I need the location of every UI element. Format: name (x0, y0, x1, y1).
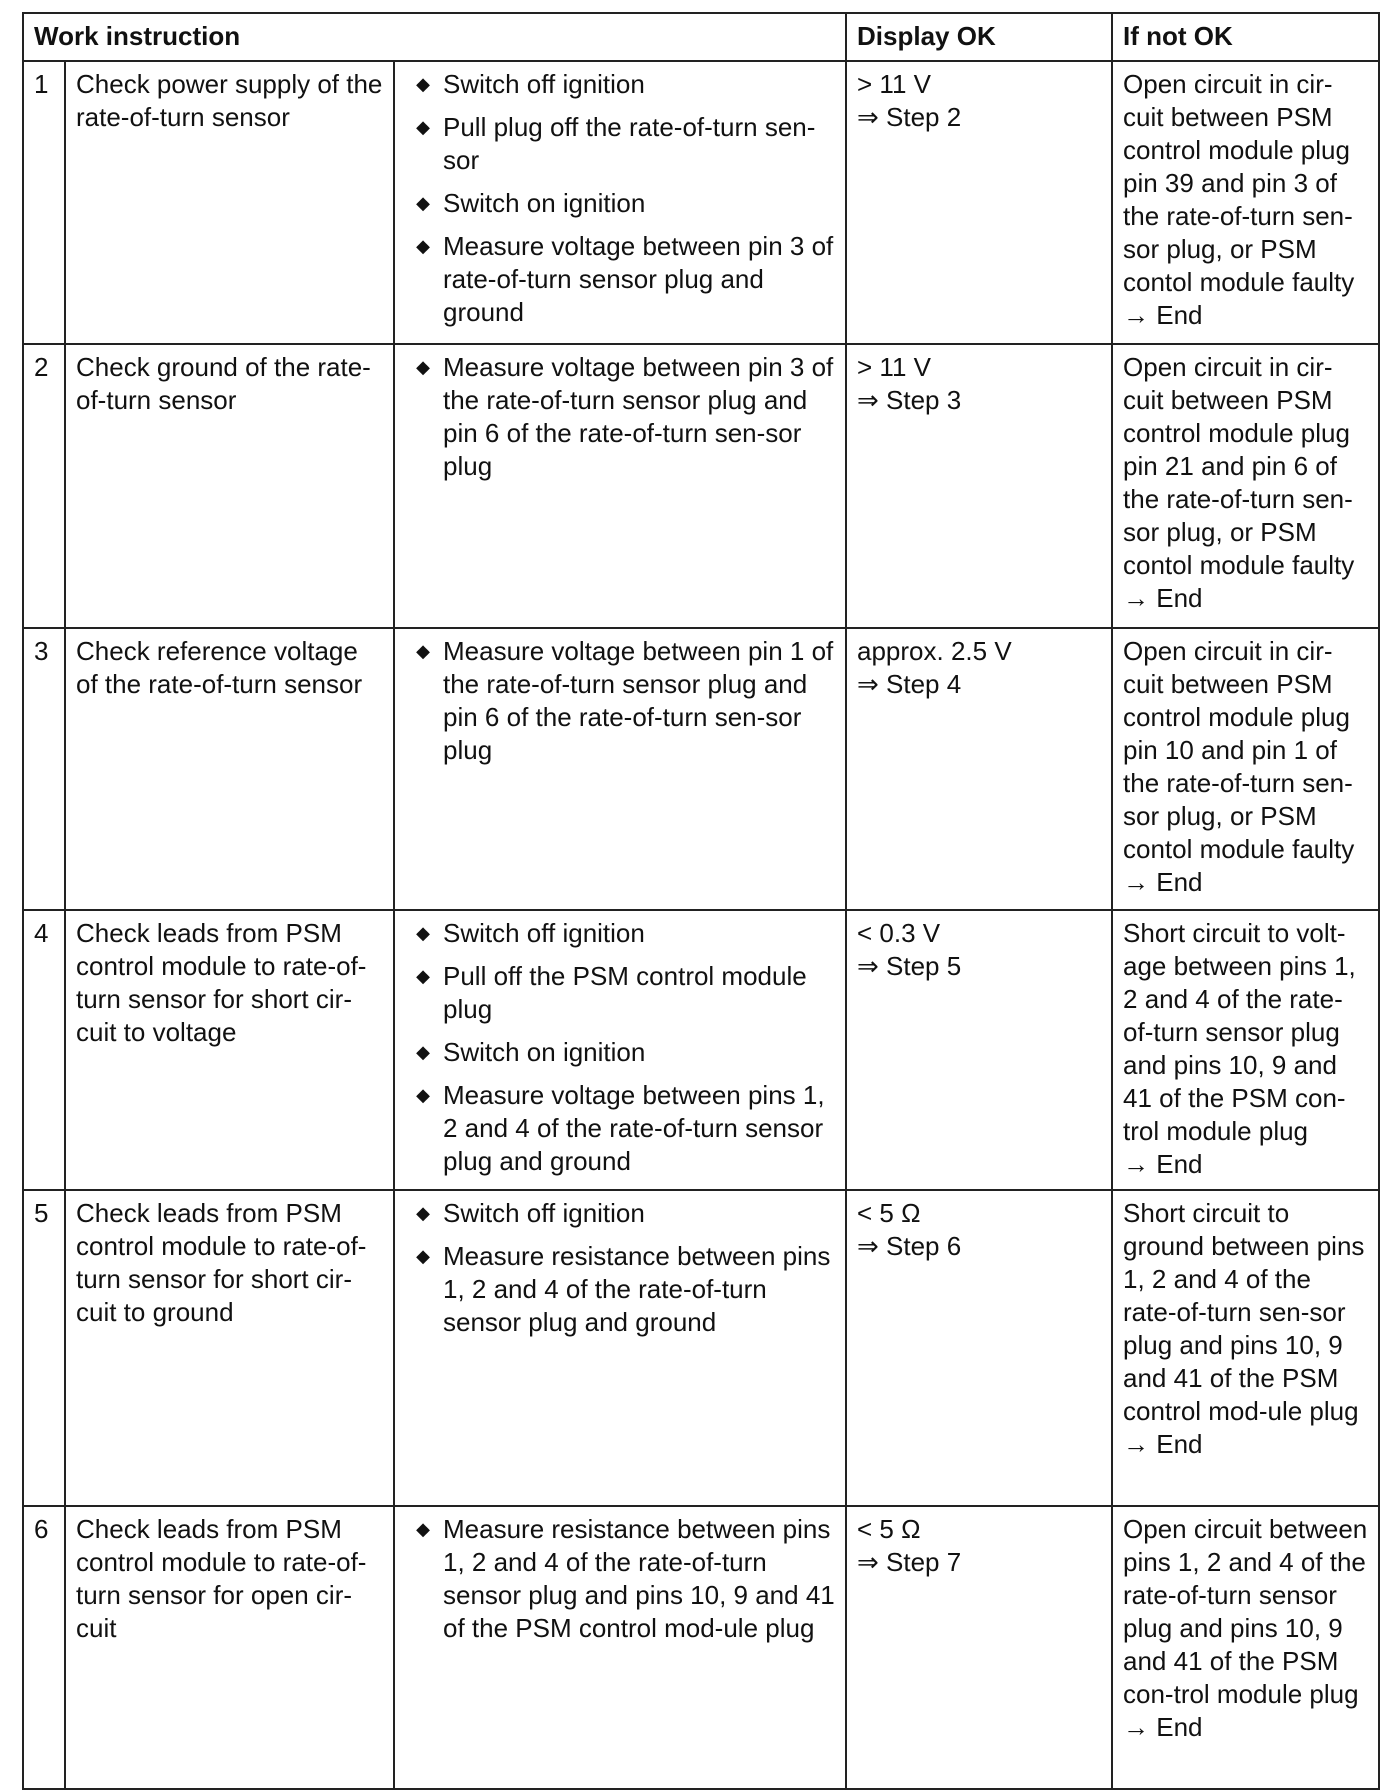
diamond-bullet-icon: ◆ (416, 923, 430, 943)
display-ok-next-step: ⇒ Step 6 (857, 1231, 962, 1261)
display-ok-next-step: ⇒ Step 5 (857, 951, 962, 981)
step-number: 2 (23, 344, 65, 628)
step-number: 6 (23, 1506, 65, 1789)
table-row (23, 910, 1379, 1190)
fault-end: → End (1123, 300, 1203, 330)
header-row (23, 13, 1379, 61)
action-item: ◆ Measure resistance between pins 1, 2 and 4 of the rate-of-turn sensor plug and pins 10, 9 and 41 of the PSM control mod-ule plug (405, 1513, 837, 1645)
if-not-ok-cell (1112, 1506, 1379, 1789)
display-ok-cell (846, 344, 1112, 628)
diamond-bullet-icon: ◆ (416, 117, 430, 137)
check-description: Check power supply of the rate-of-turn sensor (65, 61, 394, 344)
action-list (405, 351, 837, 483)
action-list (405, 1513, 837, 1645)
display-ok-value: > 11 V (857, 352, 931, 382)
fault-description: Open circuit in cir-cuit between PSM control module plug pin 21 and pin 6 of the rate-of-turn sen-sor plug, or PSM contol module faulty (1123, 352, 1355, 580)
step-number: 4 (23, 910, 65, 1190)
display-ok-next-step: ⇒ Step 2 (857, 102, 962, 132)
action-item: ◆ Measure resistance between pins 1, 2 and 4 of the rate-of-turn sensor plug and ground (405, 1240, 837, 1339)
action-item: ◆ Switch on ignition (405, 187, 837, 220)
fault-end: → End (1123, 583, 1203, 613)
fault-description: Short circuit to ground between pins 1, 2 and 4 of the rate-of-turn sen-sor plug and pins 10, 9 and 41 of the PSM control mod-ule plug (1123, 1198, 1365, 1426)
display-ok-cell (846, 61, 1112, 344)
check-description: Check ground of the rate-of-turn sensor (65, 344, 394, 628)
if-not-ok-cell (1112, 1190, 1379, 1506)
action-item: ◆ Switch off ignition (405, 917, 837, 950)
display-ok-next-step: ⇒ Step 4 (857, 669, 962, 699)
header-display-ok: Display OK (846, 13, 1112, 61)
fault-description: Open circuit in cir-cuit between PSM control module plug pin 10 and pin 1 of the rate-of-turn sen-sor plug, or PSM contol module faulty (1123, 636, 1355, 864)
fault-end: → End (1123, 1712, 1203, 1742)
action-item: ◆ Pull off the PSM control module plug (405, 960, 837, 1026)
action-item: ◆ Switch off ignition (405, 1197, 837, 1230)
action-list (405, 1197, 837, 1339)
diamond-bullet-icon: ◆ (416, 641, 430, 661)
if-not-ok-cell (1112, 344, 1379, 628)
diamond-bullet-icon: ◆ (416, 74, 430, 94)
fault-end: → End (1123, 867, 1203, 897)
check-description: Check leads from PSM control module to rate-of-turn sensor for open cir-cuit (65, 1506, 394, 1789)
table-row (23, 61, 1379, 344)
display-ok-next-step: ⇒ Step 7 (857, 1547, 962, 1577)
step-number: 3 (23, 628, 65, 910)
if-not-ok-cell (1112, 61, 1379, 344)
header-if-not-ok: If not OK (1112, 13, 1379, 61)
display-ok-value: approx. 2.5 V (857, 636, 1012, 666)
diamond-bullet-icon: ◆ (416, 236, 430, 256)
table-row (23, 628, 1379, 910)
if-not-ok-cell (1112, 628, 1379, 910)
diamond-bullet-icon: ◆ (416, 193, 430, 213)
fault-description: Open circuit in cir-cuit between PSM control module plug pin 39 and pin 3 of the rate-of-turn sen-sor plug, or PSM contol module faulty (1123, 69, 1355, 297)
fault-end: → End (1123, 1149, 1203, 1179)
check-description: Check reference voltage of the rate-of-turn sensor (65, 628, 394, 910)
action-list-cell (394, 1190, 846, 1506)
action-item: ◆ Measure voltage between pin 3 of rate-of-turn sensor plug and ground (405, 230, 837, 329)
check-description: Check leads from PSM control module to rate-of-turn sensor for short cir-cuit to ground (65, 1190, 394, 1506)
fault-description: Open circuit between pins 1, 2 and 4 of the rate-of-turn sensor plug and pins 10, 9 and 41 of the PSM con-trol module plug (1123, 1514, 1368, 1709)
action-item: ◆ Pull plug off the rate-of-turn sen-sor (405, 111, 837, 177)
diamond-bullet-icon: ◆ (416, 1519, 430, 1539)
diamond-bullet-icon: ◆ (416, 1203, 430, 1223)
action-item: ◆ Measure voltage between pin 1 of the rate-of-turn sensor plug and pin 6 of the rate-of-turn sen-sor plug (405, 635, 837, 767)
check-description: Check leads from PSM control module to rate-of-turn sensor for short cir-cuit to voltage (65, 910, 394, 1190)
diamond-bullet-icon: ◆ (416, 357, 430, 377)
display-ok-value: < 5 Ω (857, 1198, 921, 1228)
display-ok-cell (846, 1506, 1112, 1789)
display-ok-value: < 0.3 V (857, 918, 941, 948)
diamond-bullet-icon: ◆ (416, 1042, 430, 1062)
if-not-ok-cell (1112, 910, 1379, 1190)
display-ok-cell (846, 1190, 1112, 1506)
action-item: ◆ Switch off ignition (405, 68, 837, 101)
work-instruction-table (22, 12, 1380, 1790)
action-list (405, 635, 837, 767)
action-list-cell (394, 61, 846, 344)
action-item: ◆ Measure voltage between pins 1, 2 and 4 of the rate-of-turn sensor plug and ground (405, 1079, 837, 1178)
fault-description: Short circuit to volt-age between pins 1, 2 and 4 of the rate-of-turn sensor plug and pins 10, 9 and 41 of the PSM con-trol module plug (1123, 918, 1356, 1146)
display-ok-value: < 5 Ω (857, 1514, 921, 1544)
action-list (405, 917, 837, 1178)
action-item: ◆ Measure voltage between pin 3 of the rate-of-turn sensor plug and pin 6 of the rate-of-turn sen-sor plug (405, 351, 837, 483)
display-ok-value: > 11 V (857, 69, 931, 99)
action-list-cell (394, 1506, 846, 1789)
table-row (23, 1190, 1379, 1506)
action-item: ◆ Switch on ignition (405, 1036, 837, 1069)
display-ok-next-step: ⇒ Step 3 (857, 385, 962, 415)
display-ok-cell (846, 628, 1112, 910)
header-work-instruction: Work instruction (23, 13, 846, 61)
diamond-bullet-icon: ◆ (416, 966, 430, 986)
action-list-cell (394, 628, 846, 910)
table-row (23, 344, 1379, 628)
diamond-bullet-icon: ◆ (416, 1085, 430, 1105)
action-list (405, 68, 837, 329)
display-ok-cell (846, 910, 1112, 1190)
diamond-bullet-icon: ◆ (416, 1246, 430, 1266)
step-number: 1 (23, 61, 65, 344)
step-number: 5 (23, 1190, 65, 1506)
action-list-cell (394, 910, 846, 1190)
table-row (23, 1506, 1379, 1789)
action-list-cell (394, 344, 846, 628)
fault-end: → End (1123, 1429, 1203, 1459)
